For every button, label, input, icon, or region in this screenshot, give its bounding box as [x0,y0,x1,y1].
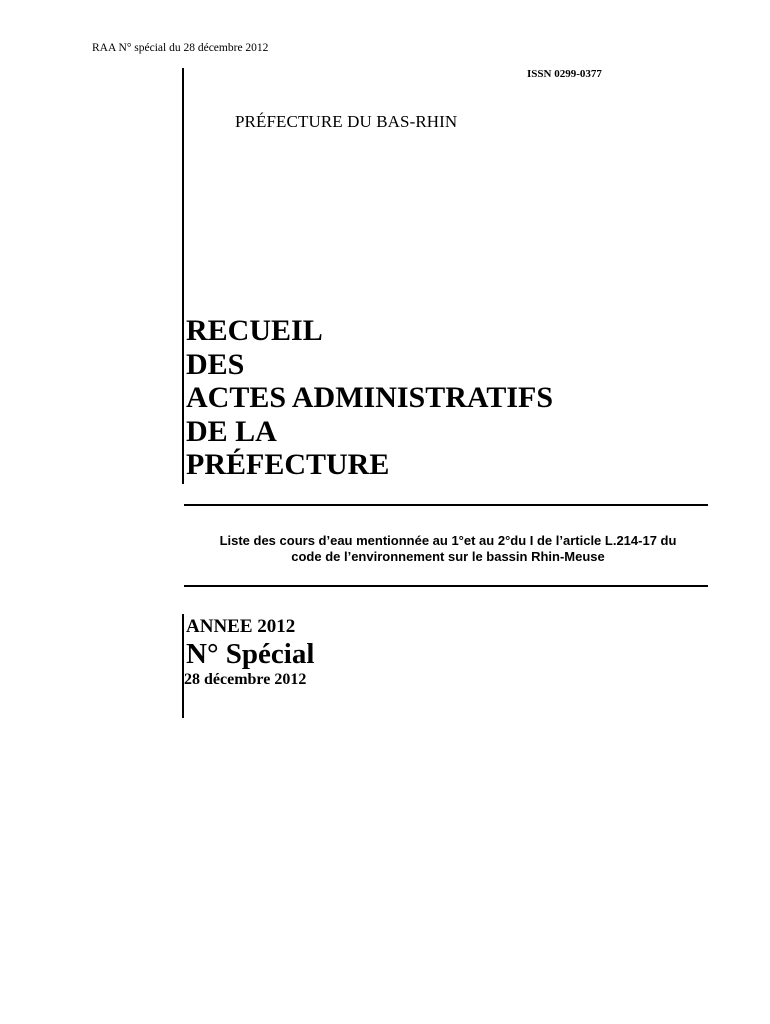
publication-year: ANNEE 2012 [186,616,296,637]
prefecture-name: PRÉFECTURE DU BAS-RHIN [235,112,458,131]
left-margin-rule-top [182,68,184,484]
subject-line: Liste des cours d’eau mentionnée au 1°et au 2°du I de l’article L.214-17 du [219,533,677,548]
document-title [186,314,686,482]
issue-number: N° Spécial [186,638,315,670]
publication-date: 28 décembre 2012 [184,671,307,688]
title-line: ACTES ADMINISTRATIFS [186,381,554,414]
title-line: RECUEIL [186,314,323,347]
divider-bottom [184,585,708,587]
title-line: DE LA [186,414,277,448]
running-header: RAA N° spécial du 28 décembre 2012 [92,42,269,54]
title-line: PRÉFECTURE [186,448,390,481]
title-line: DES [186,347,245,381]
divider-top [184,504,708,506]
left-margin-rule-bottom [182,614,184,718]
document-subject [188,533,708,565]
subject-line: code de l’environnement sur le bassin Rhin-Meuse [291,549,605,564]
issn-number: ISSN 0299-0377 [527,68,602,80]
